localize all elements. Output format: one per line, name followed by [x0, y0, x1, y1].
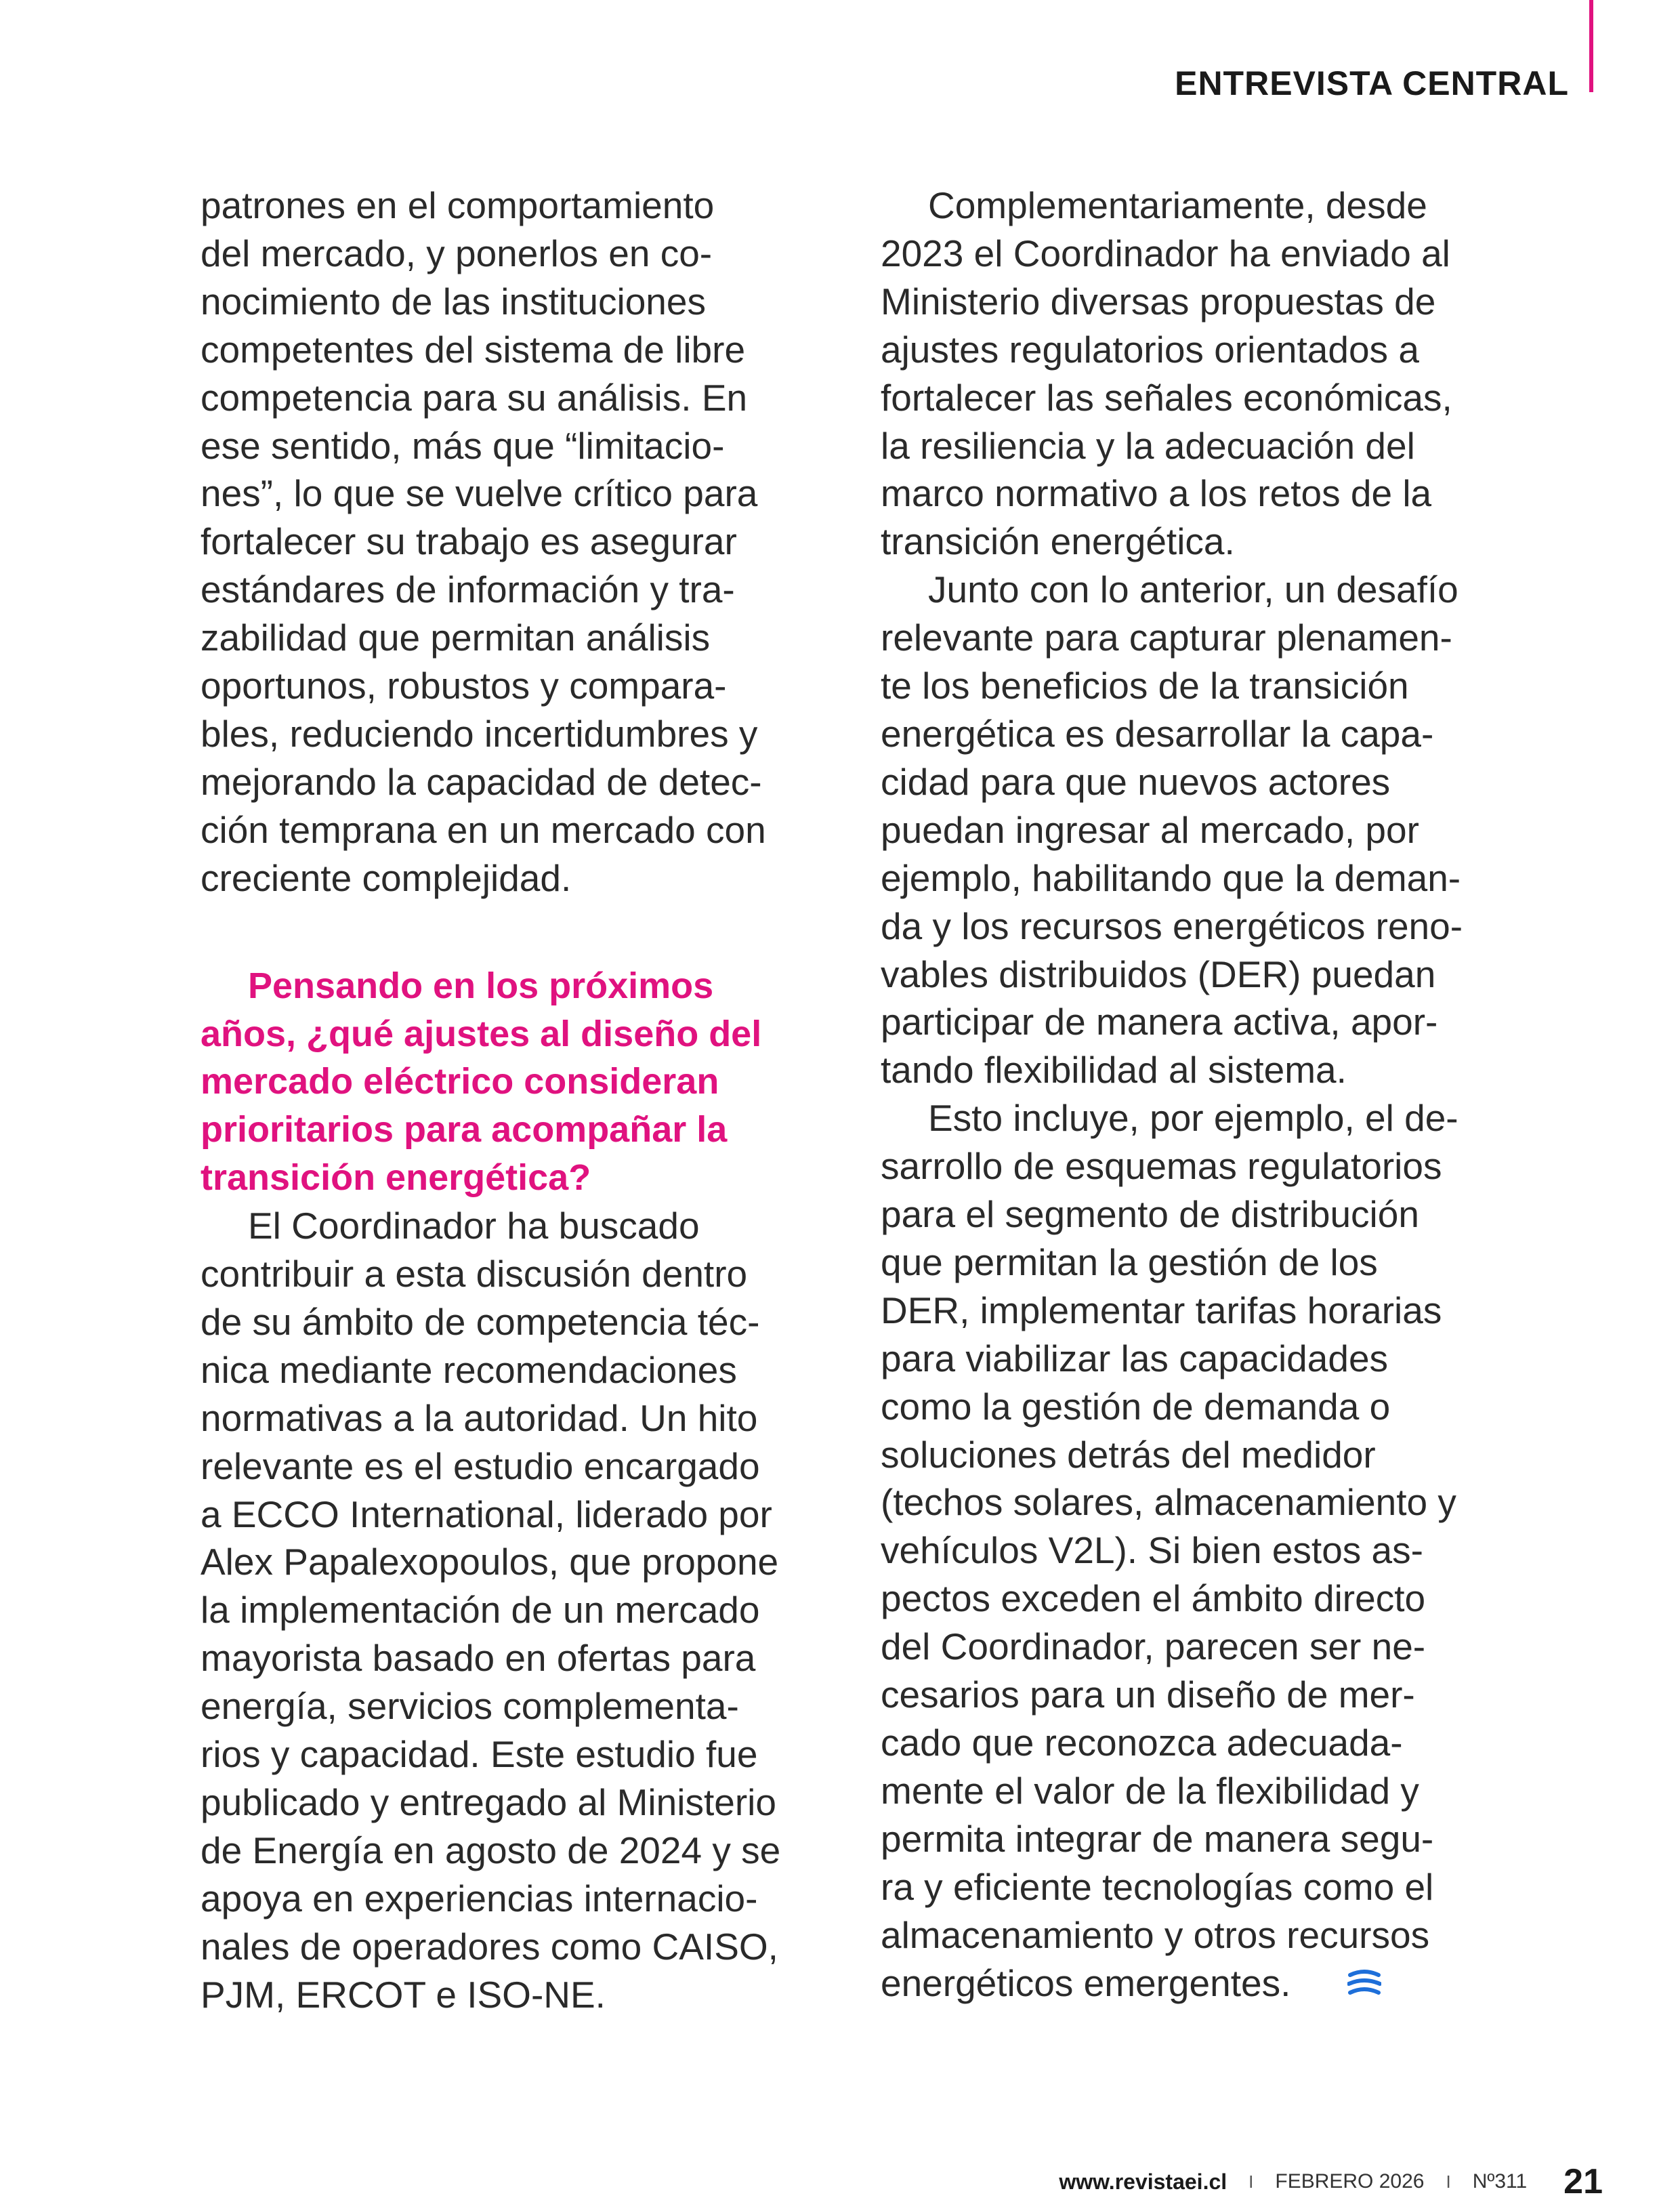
footer-issue: Nº311 — [1472, 2170, 1528, 2193]
left-column — [201, 182, 851, 2019]
footer-date: FEBRERO 2026 — [1275, 2170, 1425, 2193]
paragraph-gap — [201, 902, 851, 962]
footer-separator: I — [1248, 2171, 1254, 2192]
right-paragraph-1: Complementariamente, desde 2023 el Coordinador ha enviado al Ministerio diversas propuestas de ajustes regulatorios orientados a fortalecer las señales económicas, la resiliencia y la adecuación del marco normativo a los retos de la transición energética. — [881, 184, 1452, 563]
end-of-article-logo-icon — [1300, 1962, 1381, 2010]
right-paragraph-3-text: Esto incluye, por ejemplo, el de- sarrollo de esquemas regulatorios para el segmento de distribución que permitan la gestión de los DER, implementar tarifas horarias para viabilizar las capacidades como la gestión de demanda o soluciones detrás del medidor (techos solares, almacenamiento y vehículos V2L). Si bien estos as- pectos exceden el ámbito directo del Coordinador, parecen ser ne- cesarios para un diseño de mer- cado que reconozca adecuada- mente el valor de la flexibilidad y permita integrar de manera segu- ra y eficiente tecnologías como el almacenamiento y otros recursos energéticos emergentes. — [881, 1097, 1458, 2004]
left-paragraph-1: patrones en el comportamiento del mercado, y ponerlos en co- nocimiento de las instituciones competentes del sistema de libre competencia para su análisis. En ese sentido, más que “limitacio- nes”, lo que se vuelve crítico para fortalecer su trabajo es asegurar estándares de información y tra- zabilidad que permitan análisis oportunos, robustos y compara- bles, reduciendo incertidumbres y mejorando la capacidad de detec- ción temprana en un mercado con creciente complejidad. — [201, 184, 766, 899]
section-label: ENTREVISTA CENTRAL — [1175, 64, 1569, 102]
page-footer — [1059, 2161, 1603, 2202]
page-number: 21 — [1563, 2162, 1603, 2201]
footer-website: www.revistaei.cl — [1059, 2169, 1227, 2194]
right-column — [881, 182, 1531, 2010]
footer-separator: I — [1446, 2171, 1451, 2192]
interview-question: Pensando en los próximos años, ¿qué ajustes al diseño del mercado eléctrico consideran prioritarios para acompañar la transición energética? — [201, 965, 762, 1199]
left-paragraph-2: El Coordinador ha buscado contribuir a esta discusión dentro de su ámbito de competencia téc- nica mediante recomendaciones normativas a la autoridad. Un hito relevante es el estudio encargado a ECCO International, liderado por Alex Papalexopoulos, que propone la implementación de un mercado mayorista basado en ofertas para energía, servicios complementa- rios y capacidad. Este estudio fue publicado y entregado al Ministerio de Energía en agosto de 2024 y se apoya en experiencias internacio- nales de operadores como CAISO, PJM, ERCOT e ISO-NE. — [201, 1205, 781, 2016]
right-paragraph-2: Junto con lo anterior, un desafío relevante para capturar plenamen- te los beneficios de la transición energética es desarrollar la capa- cidad para que nuevos actores puedan ingresar al mercado, por ejemplo, habilitando que la deman- da y los recursos energéticos reno- vables distribuidos (DER) puedan participar de manera activa, apor- tando flexibilidad al sistema. — [881, 568, 1463, 1092]
section-accent-rule — [1589, 0, 1593, 92]
right-paragraph-3 — [881, 1094, 1531, 2010]
